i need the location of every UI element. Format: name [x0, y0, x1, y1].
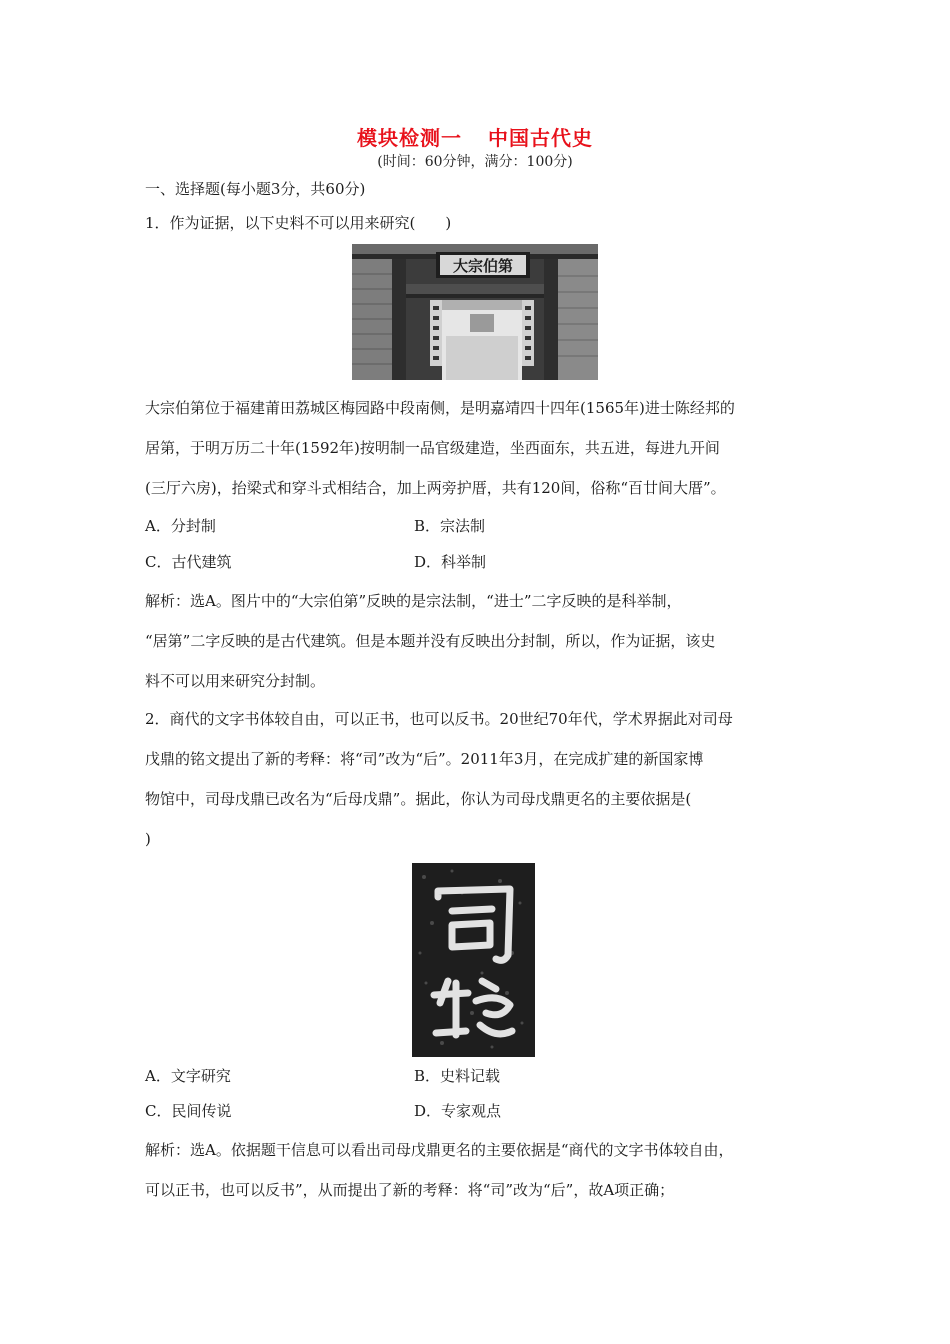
q1-passage-line-3: (三厅六房)，抬梁式和穿斗式相结合，加上两旁护厝，共有120间，俗称“百廿间大厝”。: [145, 479, 726, 497]
q1-analysis-line-2: “居第”二字反映的是古代建筑。但是本题并没有反映出分封制，所以，作为证据，该史: [145, 632, 716, 650]
q2-option-d: D．专家观点: [414, 1102, 502, 1120]
q2-stem-line-4: ): [145, 830, 151, 848]
q1-analysis-line-3: 料不可以用来研究分封制。: [145, 672, 326, 690]
page-title: [0, 122, 950, 151]
q1-passage-line-1: 大宗伯第位于福建莆田荔城区梅园路中段南侧，是明嘉靖四十四年(1565年)进士陈经邦的: [145, 399, 735, 417]
q2-analysis-line-2: 可以正书，也可以反书”，从而提出了新的考释：将“司”改为“后”，故A项正确；: [145, 1181, 675, 1199]
q1-stem: 1．作为证据，以下史料不可以用来研究( ): [145, 214, 452, 232]
bronze-inscription-rubbing: [412, 863, 535, 1057]
q1-analysis-line-1: 解析：选A。图片中的“大宗伯第”反映的是宗法制，“进士”二字反映的是科举制，: [145, 592, 682, 610]
plaque-text: 大宗伯第: [452, 257, 514, 275]
q2-stem-line-3: 物馆中，司母戊鼎已改名为“后母戊鼎”。据此，你认为司母戊鼎更名的主要依据是(: [145, 790, 692, 808]
q2-stem-line-1: 2．商代的文字书体较自由，可以正书，也可以反书。20世纪70年代，学术界据此对司母: [145, 710, 733, 728]
q2-option-c: C．民间传说: [145, 1102, 232, 1120]
q1-option-b: B．宗法制: [414, 517, 486, 535]
q2-analysis-line-1: 解析：选A。依据题干信息可以看出司母戊鼎更名的主要依据是“商代的文字书体较自由，: [145, 1141, 734, 1159]
q1-passage-line-2: 居第，于明万历二十年(1592年)按明制一品官级建造，坐西面东，共五进，每进九开间: [145, 439, 720, 457]
q2-stem-line-2: 戊鼎的铭文提出了新的考释：将“司”改为“后”。2011年3月，在完成扩建的新国家博: [145, 750, 704, 768]
q2-option-a: A．文字研究: [145, 1067, 231, 1085]
ancestral-hall-gate-photo: [352, 244, 598, 380]
exam-info: (时间：60分钟，满分：100分): [377, 154, 573, 170]
q1-option-c: C．古代建筑: [145, 553, 232, 571]
q1-option-a: A．分封制: [145, 517, 216, 535]
title-part-subject: 中国古代史: [488, 126, 593, 150]
section-heading: 一、选择题(每小题3分，共60分): [145, 180, 366, 198]
q1-option-d: D．科举制: [414, 553, 487, 571]
q2-option-b: B．史料记载: [414, 1067, 501, 1085]
title-part-module: 模块检测一: [357, 126, 462, 150]
